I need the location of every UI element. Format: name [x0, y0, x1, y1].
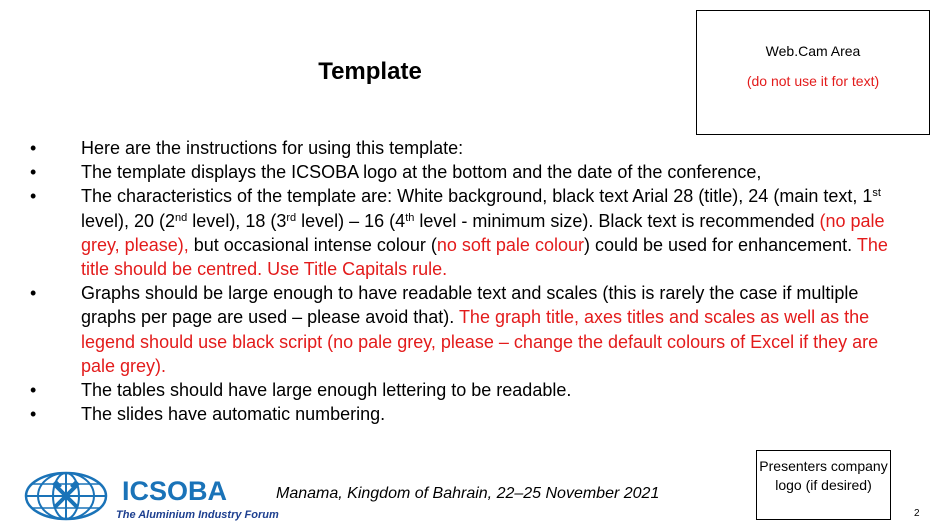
highlighted-text: (no pale grey, please), [81, 210, 885, 255]
bullet-text: The characteristics of the template are: White background, black text Arial 28 (title), 24 (main text, 1 [81, 186, 873, 207]
bullet-item [30, 378, 910, 402]
ordinal-suffix: nd [175, 211, 188, 224]
bullet-text: but occasional intense colour ( [188, 234, 437, 255]
bullet-item [30, 136, 910, 160]
ordinal-suffix: rd [286, 211, 297, 224]
company-logo-placeholder: Presenters company logo (if desired) [756, 450, 891, 520]
bullet-marker: • [30, 380, 37, 401]
bullet-text: Here are the instructions for using this template: [81, 138, 464, 158]
ordinal-suffix: st [872, 187, 881, 200]
bullet-marker: • [30, 404, 37, 425]
bullet-text: Graphs should be large enough to have readable text and scales (this is rarely the case if multiple graphs per page are used – please avoid that). [81, 283, 859, 328]
highlighted-text: The graph title, axes titles and scales as well as the legend should use black script (no pale grey, please – change the default colours of Excel if they are pale grey). [81, 307, 879, 376]
bullet-item [30, 184, 910, 281]
webcam-note: (do not use it for text) [746, 73, 880, 89]
slide-title: Template [318, 58, 422, 85]
highlighted-text: no soft pale colour [436, 234, 584, 255]
bullet-text: ) could be used for enhancement. [583, 234, 857, 255]
bullet-item [30, 160, 910, 184]
bullet-marker: • [30, 186, 37, 207]
bullet-text: The slides have automatic numbering. [81, 404, 386, 425]
webcam-area [696, 10, 930, 135]
bullet-text: The template displays the ICSOBA logo at the bottom and the date of the conference, [81, 162, 762, 183]
bullet-marker: • [30, 283, 37, 304]
bullet-text: level - minimum size). Black text is recommended [414, 210, 820, 231]
highlighted-text: The title should be centred. Use Title Capitals rule. [81, 234, 888, 280]
page-number: 2 [914, 508, 920, 519]
icsoba-logo [22, 470, 279, 522]
bullet-marker: • [30, 138, 37, 158]
instruction-list [30, 136, 910, 426]
bullet-item [30, 281, 910, 378]
webcam-label: Web.Cam Area [765, 43, 861, 59]
globe-icon [22, 470, 279, 522]
bullet-item [30, 402, 910, 426]
ordinal-suffix: th [405, 211, 415, 224]
bullet-text: level) – 16 (4 [296, 210, 406, 231]
bullet-text: The tables should have large enough lettering to be readable. [81, 380, 572, 401]
bullet-marker: • [30, 162, 37, 183]
bullet-text: level), 20 (2 [81, 210, 176, 231]
logo-tagline: The Aluminium Industry Forum [116, 509, 279, 521]
footer-conference-date: Manama, Kingdom of Bahrain, 22–25 November 2021 [276, 485, 660, 502]
bullet-text: level), 18 (3 [187, 210, 287, 231]
logo-wordmark: ICSOBA [122, 476, 228, 506]
